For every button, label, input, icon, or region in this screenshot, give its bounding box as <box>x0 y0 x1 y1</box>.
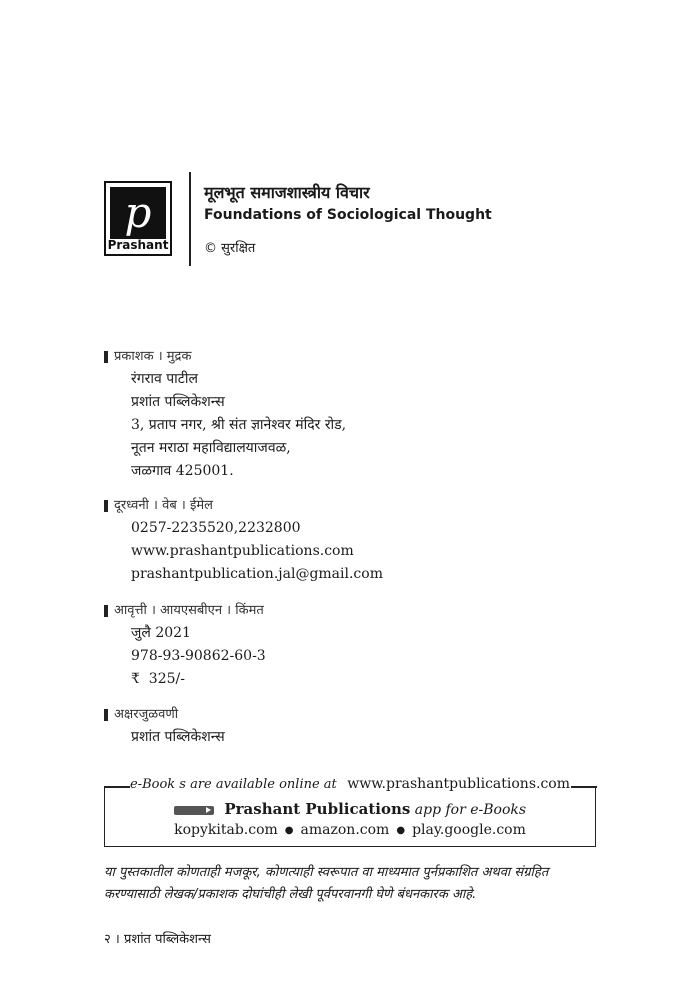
typesetting-section <box>104 703 225 749</box>
publisher-heading <box>104 345 346 368</box>
contact-heading <box>104 494 383 517</box>
page-footer: २ । प्रशांत पब्लिकेशन्स <box>104 932 211 947</box>
publisher-lines <box>104 368 346 483</box>
publisher-line: नूतन मराठा महाविद्यालयाजवळ, <box>131 440 291 456</box>
contact-lines <box>104 517 383 586</box>
phone-numbers: 0257-2235520,2232800 <box>131 520 301 536</box>
typesetting-heading-text: अक्षरजुळवणी <box>114 707 179 722</box>
bullet-icon: ● <box>396 824 406 836</box>
publisher-section <box>104 345 346 483</box>
app-name: Prashant Publications <box>224 800 411 818</box>
edition-section <box>104 599 266 691</box>
typesetter: प्रशांत पब्लिकेशन्स <box>131 729 225 745</box>
publisher-logo <box>104 181 172 256</box>
app-suffix: app for e-Books <box>414 802 527 818</box>
copyright-notice: © सुरक्षित <box>204 241 256 256</box>
price: ₹ 325/- <box>131 671 185 687</box>
contact-heading-text: दूरध्वनी । वेब । ईमेल <box>114 498 213 513</box>
typesetting-lines <box>104 726 225 749</box>
email-link[interactable]: prashantpublication.jal@gmail.com <box>131 566 383 582</box>
book-title-english: Foundations of Sociological Thought <box>204 207 492 223</box>
logo-mark <box>110 187 166 239</box>
bullet-icon: ● <box>284 824 294 836</box>
publisher-heading-text: प्रकाशक । मुद्रक <box>114 349 192 364</box>
copyright-warning: या पुस्तकातील कोणताही मजकूर, कोणत्याही स्वरूपात वा माध्यमात पुर्नप्रकाशित अथवा संग्रहित करण्यासाठी लेखक/प्रकाशक दोघांचीही लेखी पूर्वपरवानगी घेणे बंधनकारक आहे. <box>104 865 549 902</box>
typesetting-heading <box>104 703 225 726</box>
isbn: 978-93-90862-60-3 <box>131 648 266 664</box>
section-marker <box>104 500 108 512</box>
section-marker <box>104 709 108 721</box>
publisher-line: जळगाव 425001. <box>131 463 234 479</box>
contact-section <box>104 494 383 586</box>
edition-heading <box>104 599 266 622</box>
logo-word: Prashant <box>107 238 169 252</box>
edition-date: जुलै 2021 <box>131 625 191 641</box>
store-link[interactable]: kopykitab.com <box>174 822 278 838</box>
ebooks-intro: e-Book s are available online at <box>129 777 337 792</box>
store-link[interactable]: amazon.com <box>300 822 390 838</box>
ebooks-intro-row <box>105 776 595 792</box>
store-link[interactable]: play.google.com <box>412 822 526 838</box>
logo-initial: p <box>124 188 152 237</box>
publisher-line: प्रशांत पब्लिकेशन्स <box>131 394 225 410</box>
ebooks-app-row <box>105 800 595 818</box>
publisher-line: रंगराव पाटील <box>131 371 198 387</box>
logo-p-icon <box>110 187 166 239</box>
header-divider <box>189 172 191 266</box>
section-marker <box>104 605 108 617</box>
section-marker <box>104 351 108 363</box>
edition-heading-text: आवृत्ती । आयएसबीएन । किंमत <box>114 603 264 618</box>
ebooks-stores-row <box>105 822 595 838</box>
website-link[interactable]: www.prashantpublications.com <box>131 543 354 559</box>
edition-lines <box>104 622 266 691</box>
download-badge-icon[interactable] <box>174 806 214 815</box>
ebooks-url[interactable]: www.prashantpublications.com <box>347 776 570 792</box>
book-title-marathi: मूलभूत समाजशास्त्रीय विचार <box>204 183 370 202</box>
publisher-line: 3, प्रताप नगर, श्री संत ज्ञानेश्वर मंदिर रोड, <box>131 417 347 433</box>
ebooks-box <box>104 776 596 847</box>
